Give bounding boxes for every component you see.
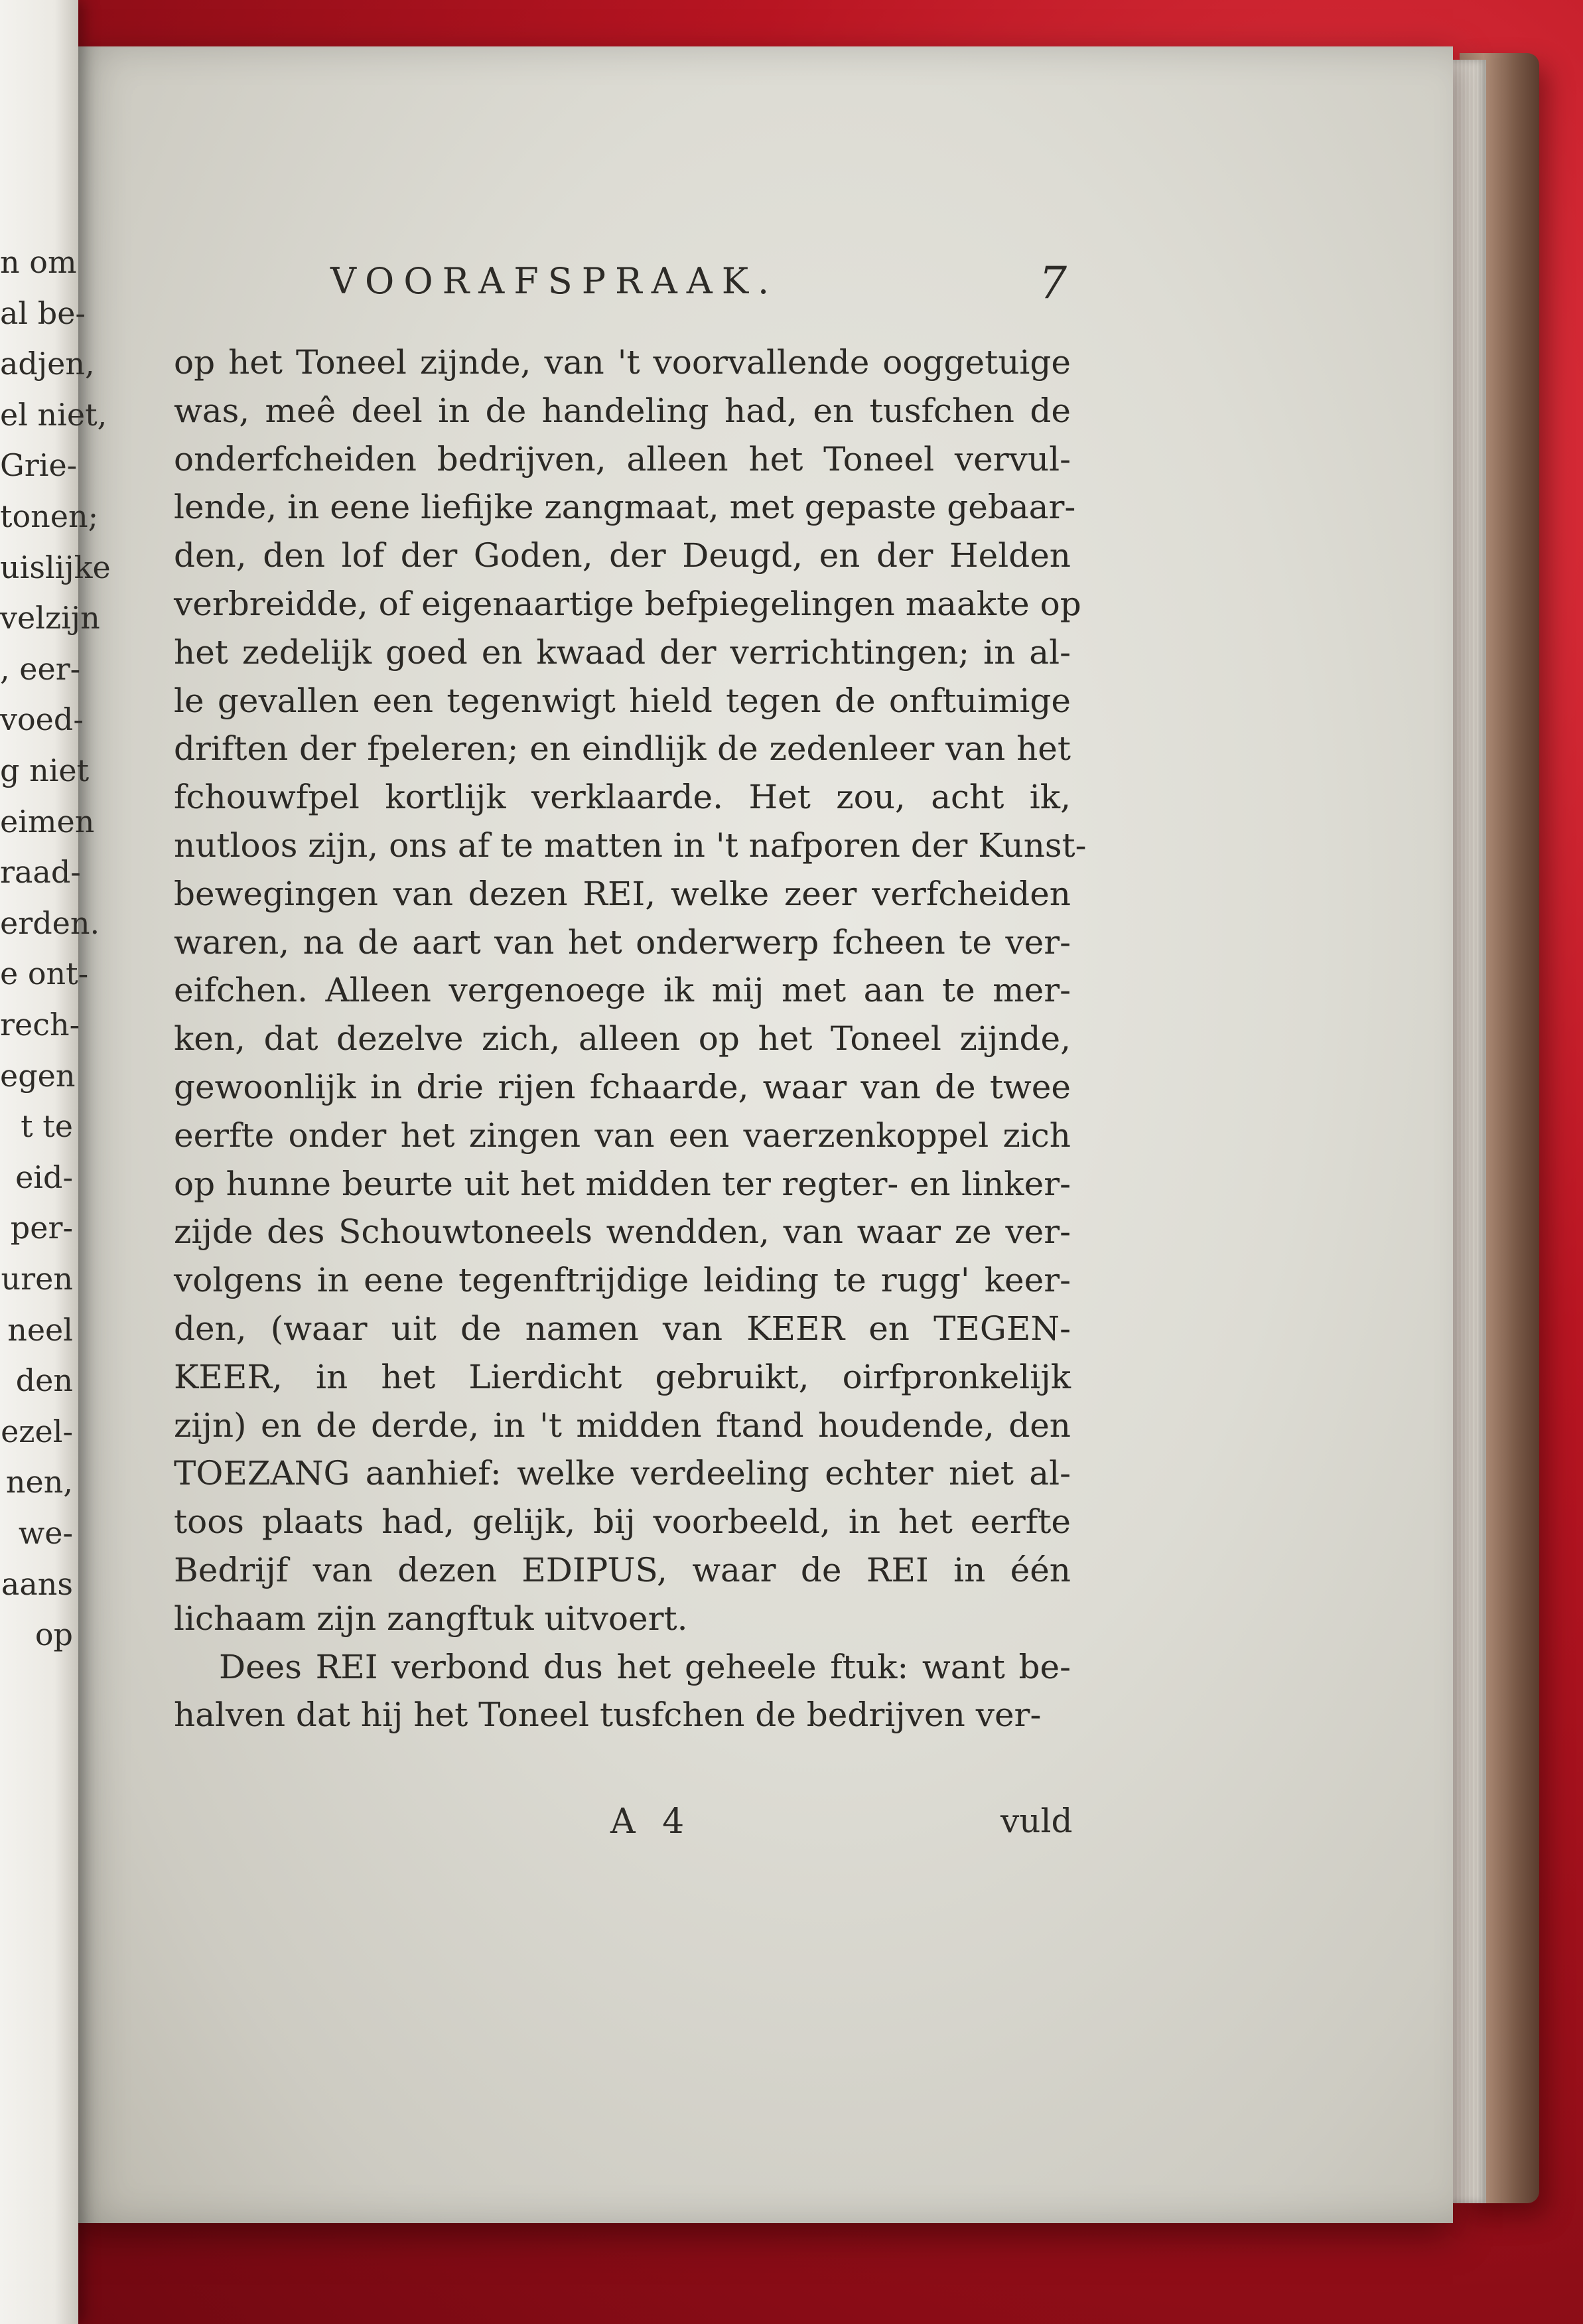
text-line: onderfcheiden bedrijven, alleen het Toneel vervul- (174, 439, 1071, 478)
facing-page-fragment (0, 1565, 78, 1602)
text-line: TOEZANG aanhief: welke verdeeling echter niet al- (174, 1454, 1071, 1493)
text-line: Dees REI verbond dus het geheele ftuk: want be- (219, 1647, 1071, 1686)
facing-page-fragment-text: erden. (0, 905, 100, 941)
facing-page-fragment-text: eimen (0, 803, 95, 839)
facing-page-fragment (0, 1311, 78, 1348)
page-number: 7 (1039, 257, 1067, 309)
facing-page-fragment-text: velzijn (0, 600, 100, 636)
text-line: gewoonlijk in drie rijen fchaarde, waar van de twee (174, 1067, 1071, 1106)
facing-page-fragment-text: adjen, (0, 346, 95, 382)
text-line: bewegingen van dezen REI, welke zeer verfcheiden (174, 874, 1071, 913)
facing-page-fragment-text: per- (10, 1210, 73, 1246)
facing-page-fragment-text: tonen; (0, 498, 99, 534)
facing-page-fragment (0, 1159, 78, 1195)
facing-page-fragment (0, 1362, 78, 1399)
facing-page-fragment-text: neel (7, 1311, 73, 1348)
text-line: op het Toneel zijnde, van 't voorvallende ooggetuige (174, 343, 1071, 382)
facing-page-fragment-text: , eer- (0, 650, 81, 687)
facing-page-fragment (0, 905, 100, 941)
facing-page (0, 0, 111, 2324)
text-line: toos plaats had, gelijk, bij voorbeeld, in het eerfte (174, 1502, 1071, 1542)
text-line: den, den lof der Goden, der Deugd, en der Helden (174, 536, 1071, 575)
facing-page-fragment (0, 600, 100, 636)
facing-page-fragment (0, 1261, 78, 1297)
facing-page-fragment (0, 803, 95, 839)
facing-page-fragment (0, 447, 78, 484)
facing-page-fragment (0, 295, 86, 331)
facing-page-fragment-text: uislijke (0, 549, 111, 585)
facing-page-fragment (0, 1108, 78, 1145)
facing-page-fragment-text: g niet (0, 753, 90, 788)
running-head (330, 257, 1067, 309)
facing-page-fragment-text: uren (1, 1261, 73, 1297)
text-line: lende, in eene liefijke zangmaat, met gepaste gebaar- (174, 488, 1076, 527)
catchword: vuld (1000, 1802, 1073, 1840)
text-line: den, (waar uit de namen van KEER en TEGEN- (174, 1309, 1071, 1348)
facing-page-fragment-text: t te (21, 1108, 73, 1145)
facing-page-fragment (0, 1617, 78, 1653)
facing-page-fragment (0, 549, 111, 585)
facing-page-fragment-text: we- (18, 1515, 73, 1551)
body-text (174, 338, 1087, 1739)
signature-mark: A 4 (610, 1802, 693, 1842)
facing-page-fragment (0, 650, 81, 687)
facing-page-fragment-text: el niet, (0, 396, 107, 433)
facing-page-fragment-text: ezel- (1, 1413, 73, 1449)
text-line: het zedelijk goed en kwaad der verrichtingen; in al- (174, 632, 1071, 672)
facing-page-fragment (0, 498, 99, 534)
text-line: fchouwfpel kortlijk verklaarde. Het zou, acht ik, (174, 778, 1071, 817)
text-line: Bedrijf van dezen EDIPUS, waar de REI in één (174, 1550, 1071, 1589)
text-line: KEER, in het Lierdicht gebruikt, oirfpronkelijk (174, 1357, 1071, 1396)
facing-page-fragment (0, 1057, 78, 1094)
facing-page-fragment-text: e ont- (0, 956, 89, 992)
text-line: verbreidde, of eigenaartige befpiegelingen maakte op (174, 584, 1081, 623)
facing-page-fragment-text: egen (0, 1057, 76, 1094)
text-line: zijn) en de derde, in 't midden ftand houdende, den (174, 1406, 1071, 1445)
running-title: VOORAFSPRAAK. (330, 260, 779, 302)
facing-page-fragment-text: den (15, 1362, 73, 1399)
facing-page-fragment (0, 854, 81, 891)
text-line: was, meê deel in de handeling had, en tusfchen de (174, 391, 1071, 430)
facing-page-fragment-text: voed- (0, 701, 84, 738)
facing-page-fragment-text: raad- (0, 854, 81, 891)
text-line: eerfte onder het zingen van een vaerzenkoppel zich (174, 1116, 1071, 1155)
text-line: nutloos zijn, ons af te matten in 't nafporen der Kunst- (174, 826, 1087, 865)
facing-page-fragment-text: eid- (15, 1159, 73, 1195)
facing-page-fragment (0, 1007, 80, 1043)
text-line: volgens in eene tegenftrijdige leiding te rugg' keer- (174, 1261, 1071, 1300)
text-line: eifchen. Alleen vergenoege ik mij met aan te mer- (174, 971, 1071, 1010)
text-line: le gevallen een tegenwigt hield tegen de onftuimige (174, 681, 1071, 720)
text-line: ken, dat dezelve zich, alleen op het Toneel zijnde, (174, 1019, 1071, 1058)
text-line: op hunne beurte uit het midden ter regter- en linker- (174, 1164, 1071, 1203)
facing-page-fragment-text: n om (0, 244, 77, 280)
text-line: halven dat hij het Toneel tusfchen de bedrijven ver- (174, 1696, 1042, 1735)
facing-page-fragment (0, 753, 90, 788)
facing-page-fragment (0, 244, 78, 280)
facing-page-fragment-text: nen, (5, 1464, 73, 1500)
facing-page-fragment (0, 396, 107, 433)
text-line: driften der fpeleren; en eindlijk de zedenleer van het (174, 729, 1071, 768)
text-line: lichaam zijn zangftuk uitvoert. (174, 1599, 688, 1638)
facing-page-fragment (0, 1210, 78, 1246)
facing-page-fragment-text: op (34, 1617, 73, 1653)
facing-page-fragment (0, 1515, 78, 1551)
text-line: waren, na de aart van het onderwerp fcheen te ver- (174, 922, 1071, 962)
facing-page-fragment-text: aans (1, 1565, 73, 1602)
facing-page-fragment (0, 346, 95, 382)
text-line: zijde des Schouwtoneels wendden, van waar ze ver- (174, 1212, 1071, 1252)
facing-page-fragment-text: al be- (0, 295, 86, 331)
facing-page-fragment-text: Grie- (0, 447, 78, 484)
facing-page-fragment (0, 1413, 78, 1449)
facing-page-fragment (0, 701, 84, 738)
facing-page-fragment (0, 956, 89, 992)
facing-page-fragment (0, 1464, 78, 1500)
facing-page-fragment-text: rech- (0, 1007, 80, 1043)
